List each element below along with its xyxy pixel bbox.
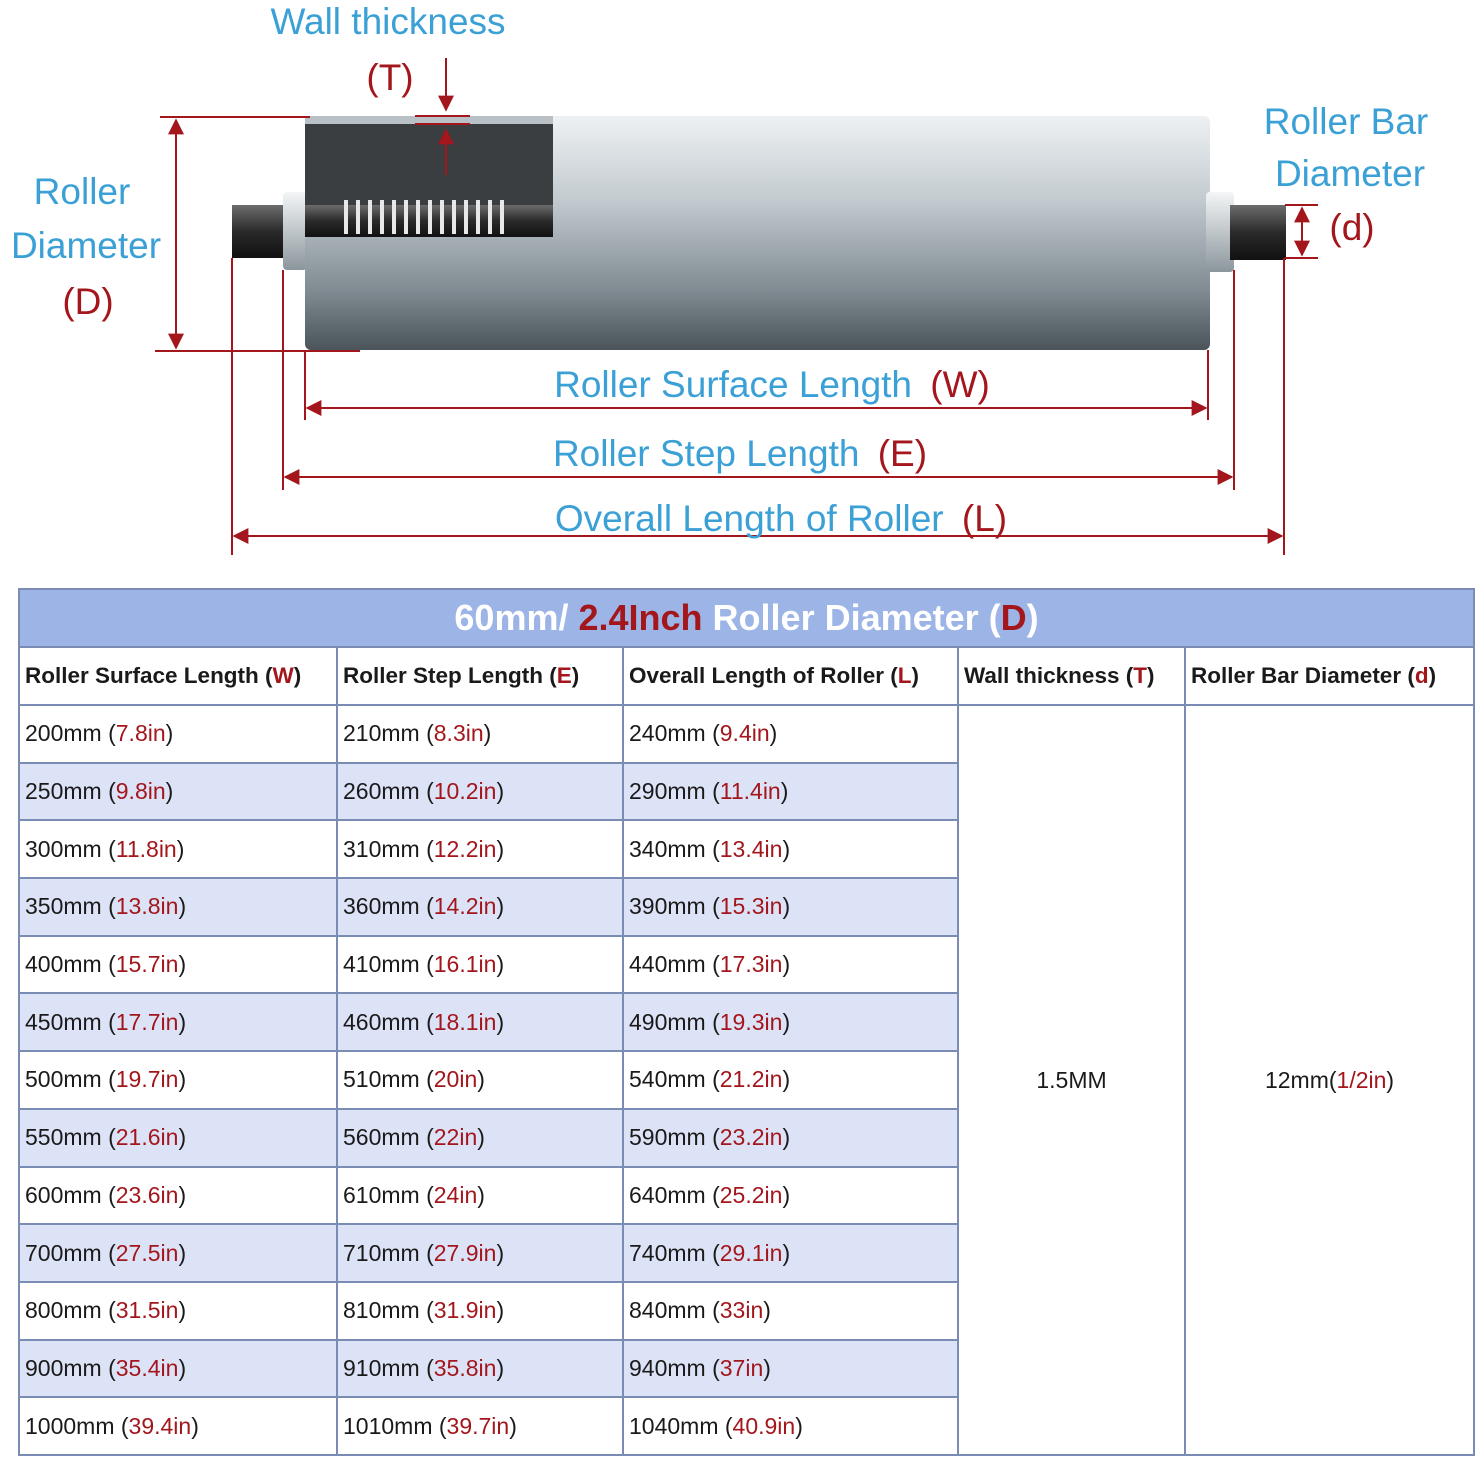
overall-length-cell: 340mm (13.4in) xyxy=(623,820,958,878)
value-in: 37in xyxy=(719,1354,764,1381)
value-in: 31.9in xyxy=(433,1297,497,1324)
title-prefix: 60mm/ xyxy=(454,597,579,638)
value-in: 20in xyxy=(433,1066,478,1093)
surface-length-cell: 900mm (35.4in) xyxy=(19,1340,337,1398)
value-in: 15.3in xyxy=(719,893,783,920)
value-in: 15.7in xyxy=(115,951,179,978)
step-length-cell: 410mm (16.1in) xyxy=(337,936,623,994)
column-header xyxy=(19,647,337,705)
bar-diameter-cell xyxy=(1185,705,1474,1455)
value-in: 7.8in xyxy=(115,720,166,747)
value-mm: 550mm xyxy=(25,1124,102,1151)
value-mm: 710mm xyxy=(343,1239,420,1266)
header-end: ) xyxy=(571,663,580,688)
value-mm: 300mm xyxy=(25,835,102,862)
bar-diameter-symbol: (d) xyxy=(1329,207,1375,248)
value-in: 21.2in xyxy=(719,1066,783,1093)
value-in: 19.3in xyxy=(719,1008,783,1035)
value-mm: 800mm xyxy=(25,1297,102,1324)
value-in: 39.7in xyxy=(446,1412,510,1439)
left-end-cap xyxy=(283,192,307,270)
surface-length-label: Roller Surface Length (W) xyxy=(554,364,990,405)
value-in: 21.6in xyxy=(115,1124,179,1151)
bar-diameter-end: ) xyxy=(1386,1066,1395,1093)
value-in: 13.4in xyxy=(719,835,783,862)
surface-length-cell: 700mm (27.5in) xyxy=(19,1224,337,1282)
header-text: Overall Length of Roller ( xyxy=(629,663,898,688)
value-in: 22in xyxy=(433,1124,478,1151)
value-in: 17.3in xyxy=(719,951,783,978)
overall-length-cell: 640mm (25.2in) xyxy=(623,1167,958,1225)
value-in: 39.4in xyxy=(128,1412,192,1439)
value-in: 33in xyxy=(719,1297,764,1324)
column-header xyxy=(958,647,1185,705)
value-in: 24in xyxy=(433,1181,478,1208)
title-symbol: D xyxy=(1000,597,1027,638)
step-length-cell: 710mm (27.9in) xyxy=(337,1224,623,1282)
value-in: 9.8in xyxy=(115,778,166,805)
column-header xyxy=(337,647,623,705)
bar-diameter-label-line2: Diameter xyxy=(1274,153,1426,194)
overall-length-label: Overall Length of Roller (L) xyxy=(554,498,1008,539)
surface-length-cell: 500mm (19.7in) xyxy=(19,1051,337,1109)
step-length-cell: 560mm (22in) xyxy=(337,1109,623,1167)
overall-length-cell: 590mm (23.2in) xyxy=(623,1109,958,1167)
value-mm: 200mm xyxy=(25,720,102,747)
value-in: 11.8in xyxy=(115,835,177,862)
surface-length-cell: 350mm (13.8in) xyxy=(19,878,337,936)
value-mm: 1010mm xyxy=(343,1412,433,1439)
step-length-cell: 810mm (31.9in) xyxy=(337,1282,623,1340)
roller-diameter-label-line1: Roller xyxy=(33,171,131,212)
header-text: Wall thickness ( xyxy=(964,663,1134,688)
header-end: ) xyxy=(293,663,302,688)
bar-diameter-in: 1/2in xyxy=(1336,1066,1387,1093)
value-mm: 210mm xyxy=(343,720,420,747)
surface-length-cell: 600mm (23.6in) xyxy=(19,1167,337,1225)
surface-length-cell: 400mm (15.7in) xyxy=(19,936,337,994)
value-mm: 910mm xyxy=(343,1354,420,1381)
table-title-row xyxy=(19,589,1474,647)
value-mm: 390mm xyxy=(629,893,706,920)
table-row xyxy=(19,705,1474,763)
header-end: ) xyxy=(911,663,920,688)
value-in: 8.3in xyxy=(433,720,484,747)
value-mm: 740mm xyxy=(629,1239,706,1266)
value-mm: 1040mm xyxy=(629,1412,719,1439)
wall-thickness-label: Wall thickness xyxy=(270,1,506,42)
wall-thickness-value: 1.5MM xyxy=(1036,1066,1107,1093)
value-mm: 1000mm xyxy=(25,1412,115,1439)
step-length-cell: 610mm (24in) xyxy=(337,1167,623,1225)
value-in: 40.9in xyxy=(732,1412,796,1439)
value-mm: 900mm xyxy=(25,1354,102,1381)
overall-length-cell: 490mm (19.3in) xyxy=(623,993,958,1051)
step-length-cell: 1010mm (39.7in) xyxy=(337,1397,623,1455)
value-mm: 940mm xyxy=(629,1354,706,1381)
value-mm: 490mm xyxy=(629,1008,706,1035)
header-text: Roller Step Length ( xyxy=(343,663,557,688)
table-header-row xyxy=(19,647,1474,705)
value-in: 18.1in xyxy=(433,1008,497,1035)
value-in: 29.1in xyxy=(719,1239,783,1266)
value-in: 11.4in xyxy=(719,778,781,805)
header-symbol: W xyxy=(272,663,294,688)
title-suffix: ) xyxy=(1026,597,1039,638)
overall-length-cell: 240mm (9.4in) xyxy=(623,705,958,763)
value-mm: 290mm xyxy=(629,778,706,805)
value-mm: 460mm xyxy=(343,1008,420,1035)
header-symbol: T xyxy=(1133,663,1147,688)
roller-dimension-diagram xyxy=(0,0,1479,580)
value-mm: 340mm xyxy=(629,835,706,862)
header-symbol: E xyxy=(556,663,572,688)
column-header xyxy=(1185,647,1474,705)
value-in: 23.2in xyxy=(719,1124,783,1151)
value-mm: 510mm xyxy=(343,1066,420,1093)
value-in: 13.8in xyxy=(115,893,179,920)
value-mm: 400mm xyxy=(25,951,102,978)
surface-length-cell: 200mm (7.8in) xyxy=(19,705,337,763)
wall-thickness-symbol: (T) xyxy=(366,57,414,98)
surface-length-cell: 250mm (9.8in) xyxy=(19,763,337,821)
value-in: 12.2in xyxy=(433,835,497,862)
value-in: 16.1in xyxy=(433,951,497,978)
value-in: 27.5in xyxy=(115,1239,179,1266)
wall-thickness-cell xyxy=(958,705,1185,1455)
bar-diameter-mm: 12mm( xyxy=(1264,1066,1337,1093)
header-end: ) xyxy=(1428,663,1437,688)
header-end: ) xyxy=(1146,663,1155,688)
value-mm: 450mm xyxy=(25,1008,102,1035)
step-length-cell: 310mm (12.2in) xyxy=(337,820,623,878)
step-length-cell: 260mm (10.2in) xyxy=(337,763,623,821)
step-length-cell: 460mm (18.1in) xyxy=(337,993,623,1051)
right-shaft xyxy=(1230,205,1286,260)
surface-length-cell: 1000mm (39.4in) xyxy=(19,1397,337,1455)
overall-length-cell: 540mm (21.2in) xyxy=(623,1051,958,1109)
value-mm: 350mm xyxy=(25,893,102,920)
value-mm: 810mm xyxy=(343,1297,420,1324)
header-text: Roller Surface Length ( xyxy=(25,663,273,688)
overall-length-cell: 290mm (11.4in) xyxy=(623,763,958,821)
value-mm: 440mm xyxy=(629,951,706,978)
value-mm: 840mm xyxy=(629,1297,706,1324)
value-in: 23.6in xyxy=(115,1181,179,1208)
roller-illustration xyxy=(232,116,1286,350)
value-mm: 640mm xyxy=(629,1181,706,1208)
title-middle: Roller Diameter ( xyxy=(702,597,1001,638)
step-length-cell: 360mm (14.2in) xyxy=(337,878,623,936)
right-end-cap xyxy=(1206,192,1234,272)
bar-diameter-label-line1: Roller Bar xyxy=(1263,101,1429,142)
value-in: 31.5in xyxy=(115,1297,179,1324)
value-mm: 410mm xyxy=(343,951,420,978)
value-mm: 610mm xyxy=(343,1181,420,1208)
value-mm: 590mm xyxy=(629,1124,706,1151)
value-mm: 240mm xyxy=(629,720,706,747)
title-accent: 2.4Inch xyxy=(578,597,703,638)
cutaway-wall xyxy=(305,116,553,124)
overall-length-cell: 840mm (33in) xyxy=(623,1282,958,1340)
value-in: 25.2in xyxy=(719,1181,783,1208)
roller-diameter-symbol: (D) xyxy=(62,281,114,322)
header-symbol: L xyxy=(897,663,912,688)
value-in: 27.9in xyxy=(433,1239,497,1266)
overall-length-cell: 440mm (17.3in) xyxy=(623,936,958,994)
value-mm: 500mm xyxy=(25,1066,102,1093)
surface-length-cell: 800mm (31.5in) xyxy=(19,1282,337,1340)
value-in: 19.7in xyxy=(115,1066,179,1093)
header-text: Roller Bar Diameter ( xyxy=(1191,663,1415,688)
value-in: 14.2in xyxy=(433,893,497,920)
value-mm: 260mm xyxy=(343,778,420,805)
roller-spec-table xyxy=(18,588,1475,1456)
value-mm: 560mm xyxy=(343,1124,420,1151)
value-mm: 700mm xyxy=(25,1239,102,1266)
table-title xyxy=(19,589,1474,647)
surface-length-cell: 450mm (17.7in) xyxy=(19,993,337,1051)
value-mm: 540mm xyxy=(629,1066,706,1093)
overall-length-cell: 1040mm (40.9in) xyxy=(623,1397,958,1455)
header-symbol: d xyxy=(1414,663,1429,688)
value-in: 35.8in xyxy=(433,1354,497,1381)
step-length-label: Roller Step Length (E) xyxy=(552,433,928,474)
step-length-cell: 510mm (20in) xyxy=(337,1051,623,1109)
surface-length-cell: 550mm (21.6in) xyxy=(19,1109,337,1167)
value-in: 9.4in xyxy=(719,720,770,747)
surface-length-cell: 300mm (11.8in) xyxy=(19,820,337,878)
value-mm: 250mm xyxy=(25,778,102,805)
value-mm: 310mm xyxy=(343,835,420,862)
overall-length-cell: 940mm (37in) xyxy=(623,1340,958,1398)
value-in: 10.2in xyxy=(433,778,497,805)
step-length-cell: 210mm (8.3in) xyxy=(337,705,623,763)
value-mm: 360mm xyxy=(343,893,420,920)
value-mm: 600mm xyxy=(25,1181,102,1208)
overall-length-cell: 390mm (15.3in) xyxy=(623,878,958,936)
column-header xyxy=(623,647,958,705)
step-length-cell: 910mm (35.8in) xyxy=(337,1340,623,1398)
value-in: 17.7in xyxy=(115,1008,179,1035)
roller-diameter-label-line2: Diameter xyxy=(10,225,162,266)
value-in: 35.4in xyxy=(115,1354,179,1381)
overall-length-cell: 740mm (29.1in) xyxy=(623,1224,958,1282)
